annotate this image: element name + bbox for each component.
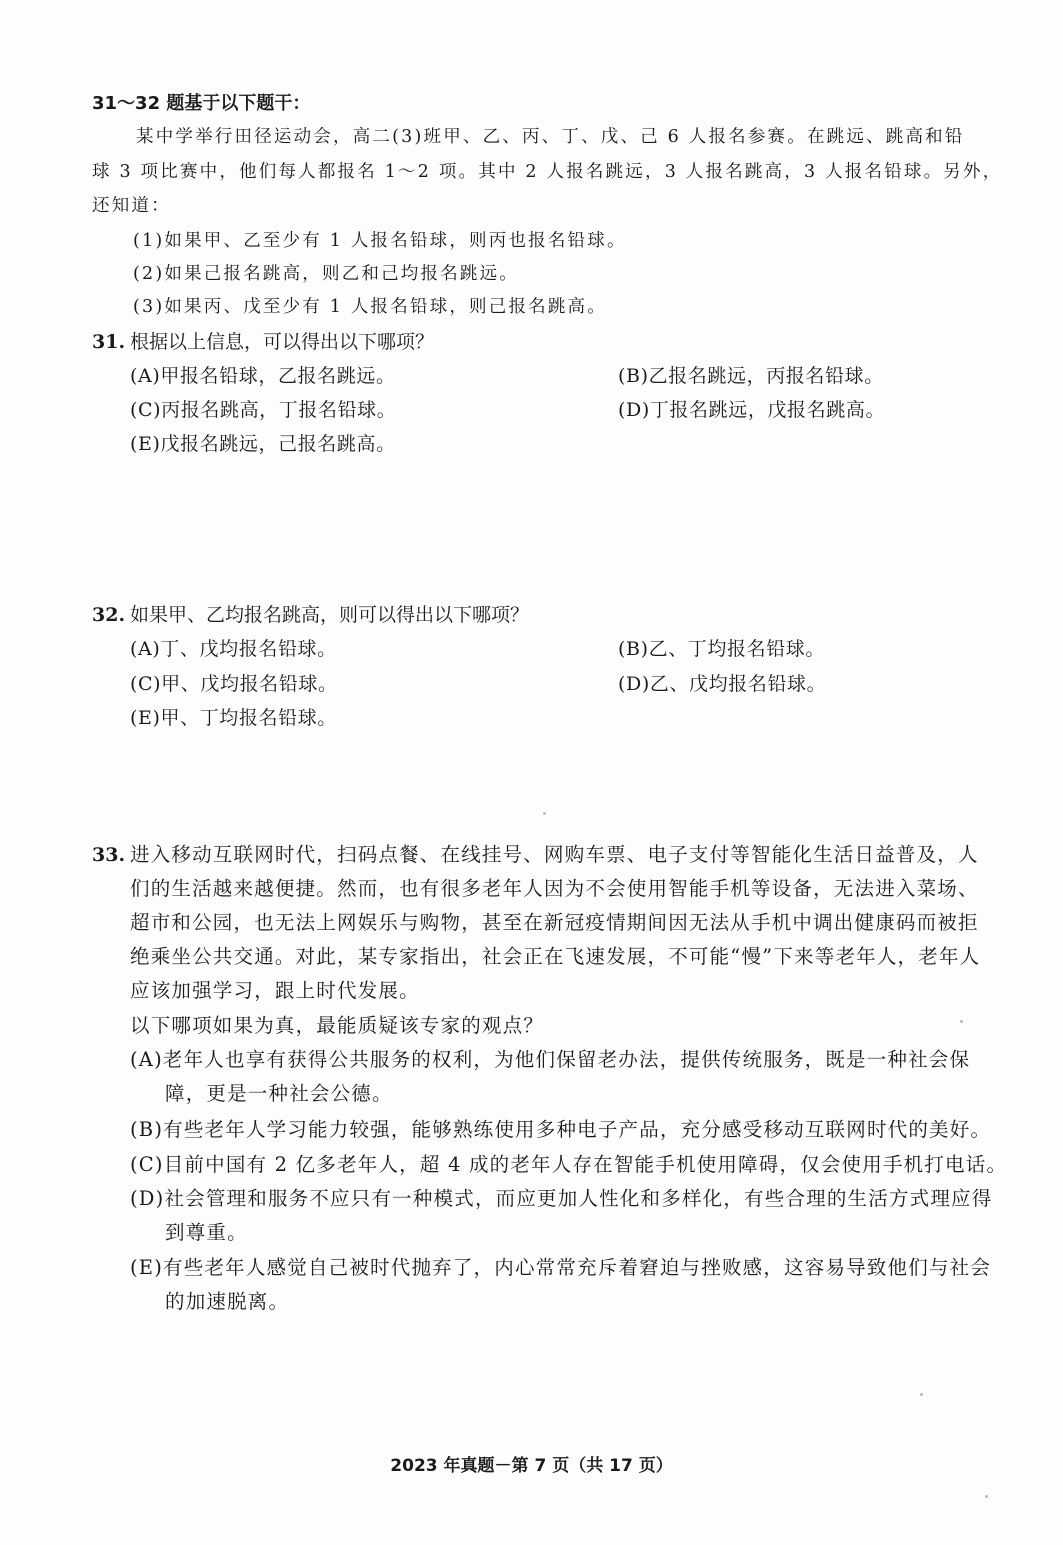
scan-speck <box>543 812 546 815</box>
option-c: (C)丙报名跳高，丁报名铅球。 <box>130 399 397 421</box>
scan-speck <box>960 1020 963 1023</box>
option-b: (B)有些老年人学习能力较强，能够熟练使用多种电子产品，充分感受移动互联网时代的美好。 <box>130 1118 992 1141</box>
stem-condition: (1)如果甲、乙至少有 1 人报名铅球，则丙也报名铅球。 <box>133 231 627 251</box>
passage-line: 超市和公园，也无法上网娱乐与购物，甚至在新冠疫情期间因无法从手机中调出健康码而被拒 <box>130 911 979 934</box>
group-header: 31～32 题基于以下题干： <box>92 93 311 114</box>
stem-line: 球 3 项比赛中，他们每人都报名 1～2 项。其中 2 人报名跳远，3 人报名跳高，3 人报名铅球。另外， <box>92 162 1003 182</box>
passage-line: 应该加强学习，跟上时代发展。 <box>130 979 420 1002</box>
scan-speck <box>985 1495 988 1498</box>
stem-line: 某中学举行田径运动会，高二(3)班甲、乙、丙、丁、戊、己 6 人报名参赛。在跳远、跳高和铅 <box>136 127 965 147</box>
passage-line: 绝乘坐公共交通。对此，某专家指出，社会正在飞速发展，不可能“慢”下来等老年人，老年人 <box>130 945 981 968</box>
question-text: 以下哪项如果为真，最能质疑该专家的观点？ <box>130 1014 545 1037</box>
stem-condition: (3)如果丙、戊至少有 1 人报名铅球，则己报名跳高。 <box>133 297 607 317</box>
question-text: 如果甲、乙均报名跳高，则可以得出以下哪项？ <box>130 604 530 626</box>
option-e: (E)甲、丁均报名铅球。 <box>130 707 337 729</box>
option-c: (C)目前中国有 2 亿多老年人，超 4 成的老年人存在智能手机使用障碍，仅会使用手机打电话。 <box>130 1153 1008 1176</box>
option-b: (B)乙、丁均报名铅球。 <box>618 638 825 660</box>
question-number: 31. <box>92 331 126 353</box>
option-e: (E)戊报名跳远，己报名跳高。 <box>130 433 396 455</box>
question-number: 33. <box>92 844 126 866</box>
question-text: 根据以上信息，可以得出以下哪项？ <box>130 331 435 353</box>
option-d: (D)乙、戊均报名铅球。 <box>618 673 827 695</box>
stem-condition: (2)如果己报名跳高，则乙和己均报名跳远。 <box>133 264 519 284</box>
option-a: (A)甲报名铅球，乙报名跳远。 <box>130 365 396 387</box>
option-d-cont: 到尊重。 <box>165 1221 248 1244</box>
stem-line: 还知道： <box>92 196 171 216</box>
option-a: (A)丁、戊均报名铅球。 <box>130 638 337 660</box>
option-d: (D)丁报名跳远，戊报名跳高。 <box>618 399 886 421</box>
page-footer: 2023 年真题－第 7 页（共 17 页） <box>390 1456 673 1476</box>
option-a: (A)老年人也享有获得公共服务的权利，为他们保留老办法，提供传统服务，既是一种社会保 <box>130 1048 971 1071</box>
question-number: 32. <box>92 604 126 626</box>
option-d: (D)社会管理和服务不应只有一种模式，而应更加人性化和多样化，有些合理的生活方式理应得 <box>130 1187 993 1210</box>
passage-line: 进入移动互联网时代，扫码点餐、在线挂号、网购车票、电子支付等智能化生活日益普及，人 <box>130 843 979 866</box>
option-e-cont: 的加速脱离。 <box>165 1290 290 1313</box>
scan-speck <box>920 1393 923 1396</box>
option-b: (B)乙报名跳远，丙报名铅球。 <box>618 365 884 387</box>
option-e: (E)有些老年人感觉自己被时代抛弃了，内心常常充斥着窘迫与挫败感，这容易导致他们与社会 <box>130 1256 992 1279</box>
passage-line: 们的生活越来越便捷。然而，也有很多老年人因为不会使用智能手机等设备，无法进入菜场、 <box>130 877 979 900</box>
option-a-cont: 障，更是一种社会公德。 <box>165 1082 393 1105</box>
option-c: (C)甲、戊均报名铅球。 <box>130 673 338 695</box>
